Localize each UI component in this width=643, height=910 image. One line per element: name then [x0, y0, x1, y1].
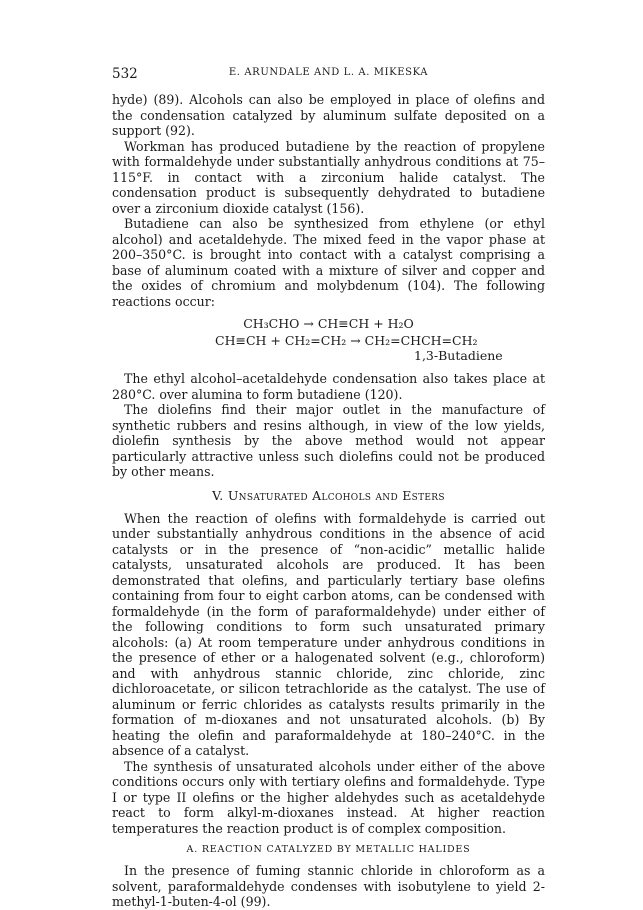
paragraph: The synthesis of unsaturated alcohols under either of the above conditions occurs only with tertiary olefins and formaldehyde. Type I or type II olefins or the higher aldehydes such as acetaldehyde react to form alkyl-m-dioxanes instead. At higher reaction temperatures the reaction product is of complex composition.: [112, 758, 545, 836]
equation-acetaldehyde: CH₃CHO → CH≡CH + H₂O: [243, 316, 414, 331]
paragraph: Butadiene can also be synthesized from ethylene (or ethyl alcohol) and acetaldehyde. The mixed feed in the vapor phase at 200–350°C. is brought into contact with a catalyst comprising a base of aluminum coated with a mixture of silver and copper and the oxides of chromium and molybdenum (104). The following reactions occur:: [112, 216, 545, 309]
paragraph: The diolefins find their major outlet in the manufacture of synthetic rubbers and resins although, in view of the low yields, diolefin synthesis by the above method would not appear particularly attractive unless such diolefins could not be produced by other means.: [112, 402, 545, 479]
paragraph: The ethyl alcohol–acetaldehyde condensation also takes place at 280°C. over alumina to form butadiene (120).: [112, 371, 545, 402]
paragraph: In the presence of fuming stannic chloride in chloroform as a solvent, paraformaldehyde condenses with isobutylene to yield 2-methyl-1-buten-4-ol (99).: [112, 863, 545, 909]
running-title: E. ARUNDALE AND L. A. MIKESKA: [228, 67, 429, 78]
body-text: [112, 92, 545, 910]
subsection-heading: A. REACTION CATALYZED BY METALLIC HALIDES: [186, 844, 471, 855]
paragraph: When the reaction of olefins with formaldehyde is carried out under substantially anhydrous conditions in the absence of acid catalysts or in the presence of “non-acidic” metallic halide catalysts, unsaturated alcohols are produced. It has been demonstrated that olefins, and particularly tertiary base olefins containing from four to eight carbon atoms, can be condensed with formaldehyde (in the form of paraformaldehyde) under either of the following conditions to form such unsaturated primary alcohols: (a) At room temperature under anhydrous conditions in the presence of ether or a halogenated solvent (e.g., chloroform) and with anhydrous stannic chloride, zinc chloride, zinc dichloroacetate, or silicon tetrachloride as the catalyst. The use of aluminum or ferric chlorides as catalysts results primarily in the formation of m-dioxanes and not unsaturated alcohols. (b) By heating the olefin and paraformaldehyde at 180–240°C. in the absence of a catalyst.: [112, 510, 545, 758]
equation-product-label: 1,3-Butadiene: [414, 348, 503, 363]
paragraph: Workman has produced butadiene by the reaction of propylene with formaldehyde under substantially anhydrous conditions at 75–115°F. in contact with a zirconium halide catalyst. The condensation product is subsequently dehydrated to butadiene over a zirconium dioxide catalyst (156).: [112, 138, 545, 216]
page-header: [112, 66, 545, 82]
equation-butadiene: CH≡CH + CH₂=CH₂ → CH₂=CHCH=CH₂: [215, 333, 478, 348]
section-heading: V. Unsaturated Alcohols and Esters: [212, 487, 445, 503]
paragraph: hyde) (89). Alcohols can also be employed in place of olefins and the condensation catalyzed by aluminum sulfate deposited on a support (92).: [112, 92, 545, 138]
page-number: 532: [112, 66, 138, 82]
